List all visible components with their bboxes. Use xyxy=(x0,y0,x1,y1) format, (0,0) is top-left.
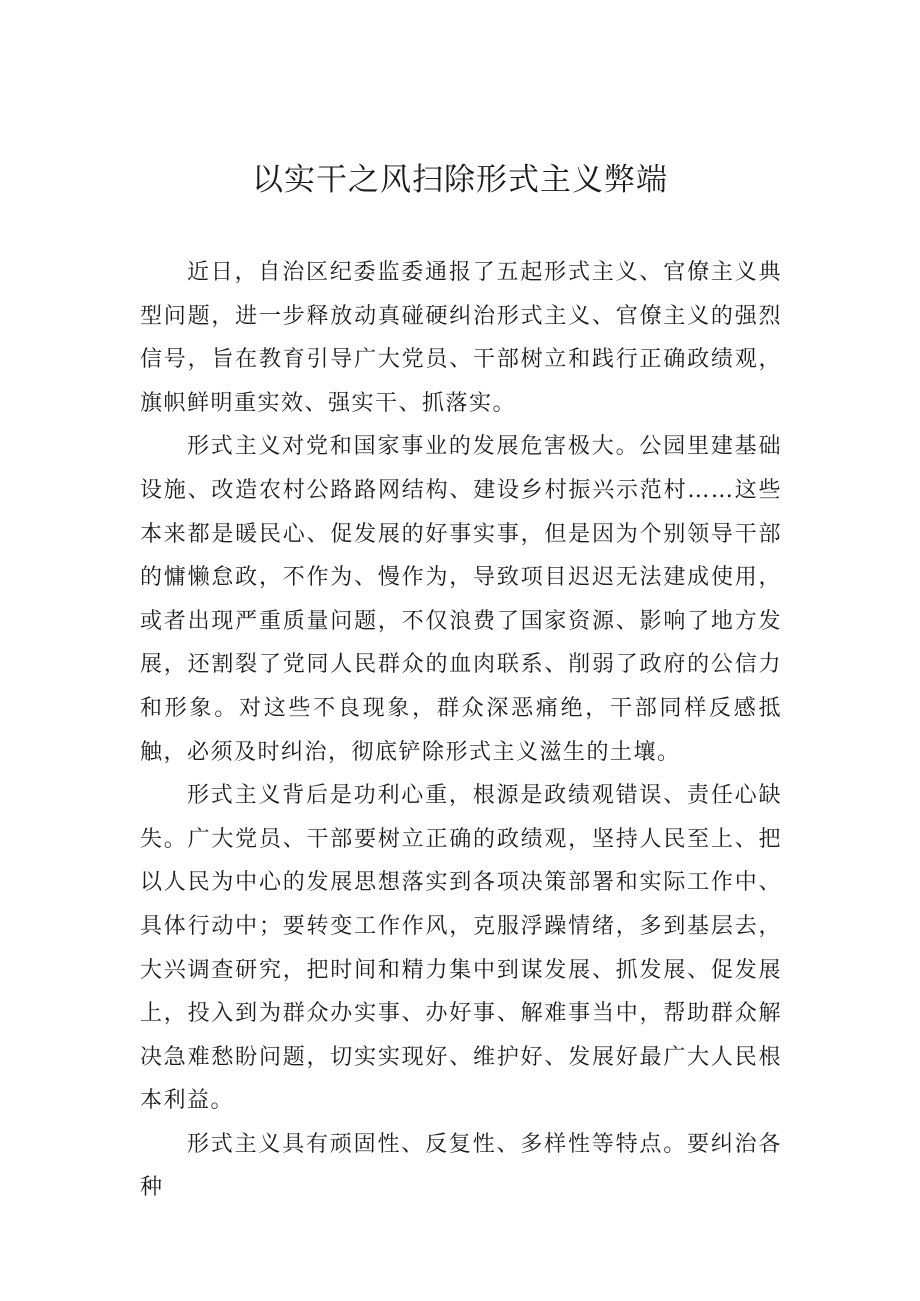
paragraph-2: 形式主义对党和国家事业的发展危害极大。公园里建基础设施、改造农村公路路网结构、建设乡村振兴示范村……这些本来都是暖民心、促发展的好事实事，但是因为个别领导干部的慵懒怠政，不作为、慢作为，导致项目迟迟无法建成使用，或者出现严重质量问题，不仅浪费了国家资源、影响了地方发展，还割裂了党同人民群众的血肉联系、削弱了政府的公信力和形象。对这些不良现象，群众深恶痛绝，干部同样反感抵触，必须及时纠治，彻底铲除形式主义滋生的土壤。 xyxy=(140,434,782,765)
paragraph-1: 近日，自治区纪委监委通报了五起形式主义、官僚主义典型问题，进一步释放动真碰硬纠治形式主义、官僚主义的强烈信号，旨在教育引导广大党员、干部树立和践行正确政绩观，旗帜鲜明重实效、强实干、抓落实。 xyxy=(140,260,782,416)
paragraph-4: 形式主义具有顽固性、反复性、多样性等特点。要纠治各种 xyxy=(140,1131,782,1201)
paragraph-3: 形式主义背后是功利心重，根源是政绩观错误、责任心缺失。广大党员、干部要树立正确的政绩观，坚持人民至上、把以人民为中心的发展思想落实到各项决策部署和实际工作中、具体行动中；要转变工作作风，克服浮躁情绪，多到基层去，大兴调查研究，把时间和精力集中到谋发展、抓发展、促发展上，投入到为群众办实事、办好事、解难事当中，帮助群众解决急难愁盼问题，切实实现好、维护好、发展好最广大人民根本利益。 xyxy=(140,783,782,1114)
document-title: 以实干之风扫除形式主义弊端 xyxy=(252,162,668,198)
document-body xyxy=(140,251,782,1210)
